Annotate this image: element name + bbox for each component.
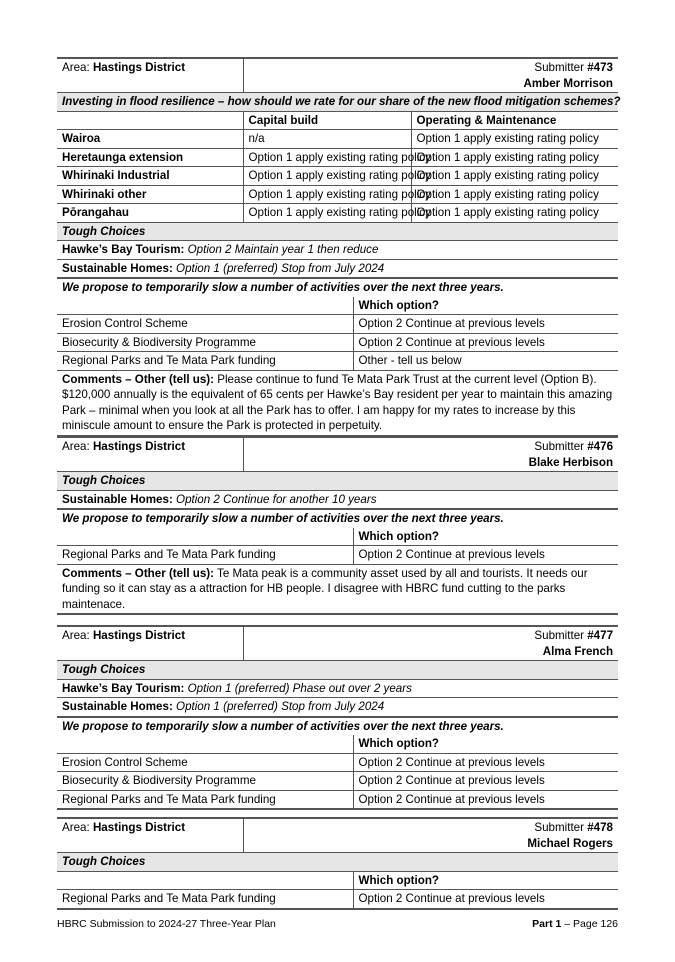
area-value: Hastings District [92,61,186,74]
activity-row: Regional Parks and Te Mata Park funding Other - tell us below [57,352,618,371]
flood-row: Heretaunga extension Option 1 apply existing rating policy Option 1 apply existing rating policy [57,148,618,167]
activity-row: Biosecurity & Biodiversity Programme Option 2 Continue at previous levels [57,333,618,352]
page-footer [57,918,618,930]
footer-page: Part 1 – Page 126 [532,918,618,930]
submission-476 [57,436,618,615]
which-option-header: Which option? [358,298,439,312]
area-cell: Area: Hastings District [57,58,243,93]
footer-title: HBRC Submission to 2024-27 Three-Year Plan [57,918,276,930]
submitter-number: #477 [587,629,614,642]
submission-477 [57,625,618,810]
area-value: Hastings District [92,440,186,453]
submitter-number: #476 [587,440,614,453]
submission-header [57,437,618,472]
which-option-header: Which option? [358,529,439,543]
slow-activities-heading: We propose to temporarily slow a number of activities over the next three years. [57,278,618,297]
flood-row: Pōrangahau Option 1 apply existing rating policy Option 1 apply existing rating policy [57,204,618,223]
flood-table-header: Capital build Operating & Maintenance [57,111,618,130]
flood-row: Wairoa n/a Option 1 apply existing rating policy [57,130,618,149]
which-option-header: Which option? [358,737,439,750]
homes-answer: Sustainable Homes: Option 1 (preferred) Stop from July 2024 [57,698,618,717]
submission-header [57,626,618,661]
submitter-number: #478 [587,821,614,834]
tough-choices-heading: Tough Choices [57,853,618,872]
submitter-cell: Submitter #478 Michael Rogers [243,818,618,853]
flood-row: Whirinaki Industrial Option 1 apply existing rating policy Option 1 apply existing rating policy [57,167,618,186]
submitter-cell: Submitter #476 Blake Herbison [243,437,618,472]
submission-473 [57,57,621,437]
tough-choices-heading: Tough Choices [57,472,618,491]
submitter-name: Blake Herbison [528,455,614,469]
area-cell: Area: Hastings District [57,437,243,472]
activity-row: Regional Parks and Te Mata Park funding Option 2 Continue at previous levels [57,890,618,909]
area-value: Hastings District [92,821,186,834]
submission-header [57,818,618,853]
activity-row: Biosecurity & Biodiversity Programme Option 2 Continue at previous levels [57,772,618,791]
submission-header [57,58,618,93]
slow-activities-heading: We propose to temporarily slow a number of activities over the next three years. [57,717,618,736]
activity-row: Erosion Control Scheme Option 2 Continue at previous levels [57,753,618,772]
comments: Comments – Other (tell us): Te Mata peak is a community asset used by all and tourists. It needs our funding so it can stay as a attraction for HB people. I disagree with HBRC fund cutting to the parks maintenace. [57,564,618,614]
tough-choices-heading: Tough Choices [57,222,618,241]
submitter-name: Alma French [542,644,614,658]
tourism-answer: Hawke’s Bay Tourism: Option 1 (preferred) Phase out over 2 years [57,679,618,698]
comments: Comments – Other (tell us): Please continue to fund Te Mata Park Trust at the current level (Option B). $120,000 annually is the equivalent of 65 cents per Hawke’s Bay resident per year to maintain this amazing Park – minimal when you look at all the Park has to offer. I am happy for my rates to increase by this miniscule amount to ensure the Park is protected in perpetuity. [57,370,618,436]
submitter-cell: Submitter #477 Alma French [243,626,618,661]
homes-answer: Sustainable Homes: Option 1 (preferred) Stop from July 2024 [57,259,618,278]
area-cell: Area: Hastings District [57,626,243,661]
flood-question: Investing in flood resilience – how should we rate for our share of the new flood mitigation schemes? [57,93,618,112]
submitter-cell: Submitter #473 Amber Morrison [243,58,618,93]
area-value: Hastings District [92,629,186,642]
tourism-answer: Hawke’s Bay Tourism: Option 2 Maintain year 1 then reduce [57,241,618,260]
activity-row: Erosion Control Scheme Option 2 Continue at previous levels [57,315,618,334]
homes-answer: Sustainable Homes: Option 2 Continue for another 10 years [57,490,618,509]
tough-choices-heading: Tough Choices [57,661,618,680]
slow-activities-heading: We propose to temporarily slow a number of activities over the next three years. [57,509,618,528]
which-option-header: Which option? [358,873,439,887]
activity-row: Regional Parks and Te Mata Park funding Option 2 Continue at previous levels [57,546,618,565]
submission-478 [57,817,618,910]
flood-row: Whirinaki other Option 1 apply existing rating policy Option 1 apply existing rating policy [57,185,618,204]
submitter-name: Amber Morrison [523,76,614,90]
submitter-name: Michael Rogers [527,836,614,850]
area-cell: Area: Hastings District [57,818,243,853]
submitter-number: #473 [587,61,614,74]
activity-row: Regional Parks and Te Mata Park funding Option 2 Continue at previous levels [57,790,618,809]
